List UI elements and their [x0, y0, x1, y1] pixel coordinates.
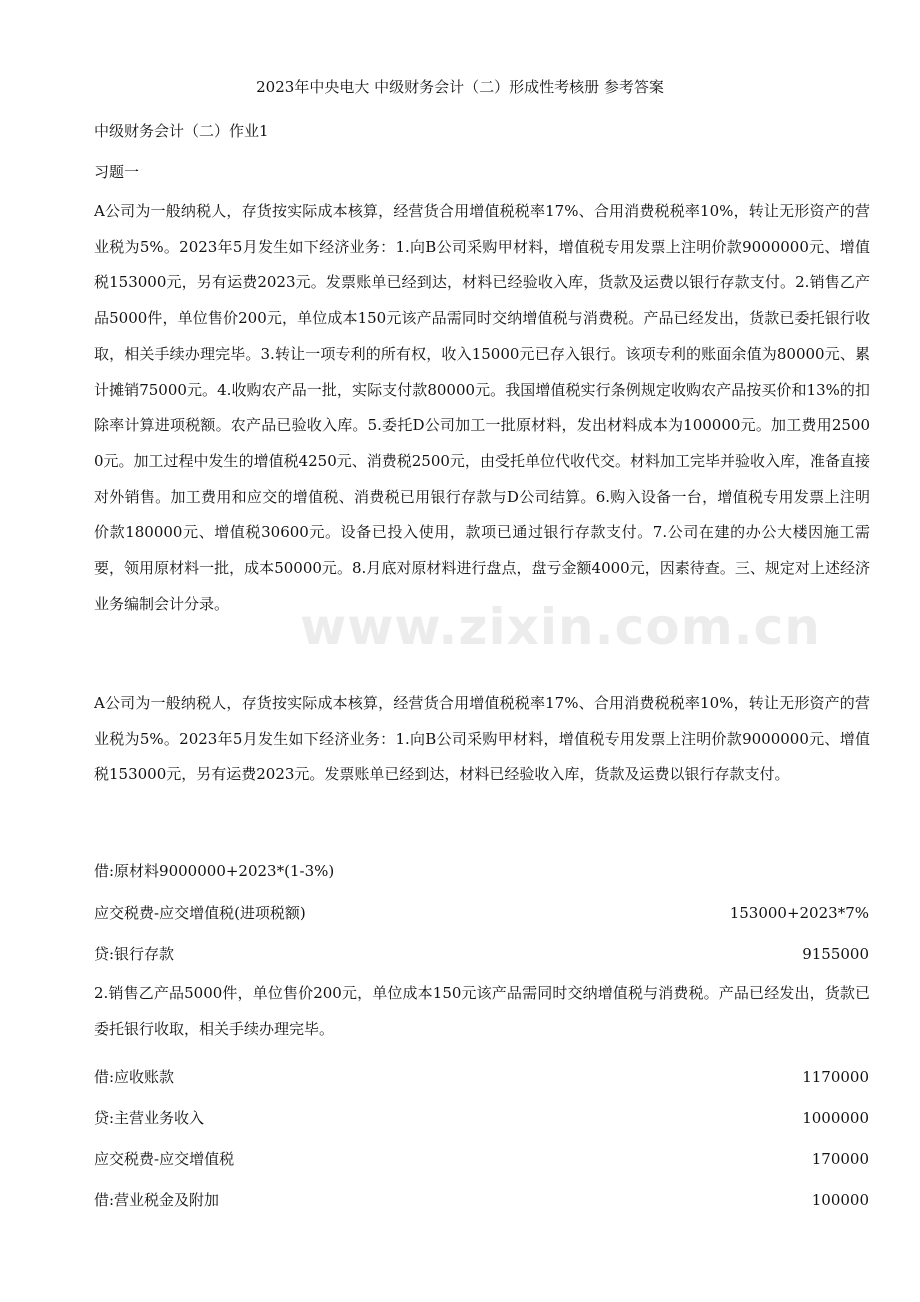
journal-account: 借:原材料9000000+2023*(1-3%): [94, 862, 335, 880]
journal-account: 借:应收账款: [94, 1068, 175, 1086]
journal-account: 应交税费-应交增值税(进项税额): [94, 904, 306, 922]
journal-account: 贷:主营业务收入: [94, 1109, 205, 1127]
journal-amount: 1170000: [802, 1068, 869, 1086]
journal-row: [94, 1148, 869, 1170]
watermark: www.zixin.com.cn: [300, 598, 821, 656]
item-1-text: A公司为一般纳税人，存货按实际成本核算，经营货合用增值税税率17%、合用消费税税率10%，转让无形资产的营业税为5%。2023年5月发生如下经济业务：1.向B公司采购甲材料，增值税专用发票上注明价款9000000元、增值税153000元，另有运费2023元。发票账单已经到达，材料已经验收入库，货款及运费以银行存款支付。: [94, 694, 870, 784]
journal-amount: 1000000: [802, 1109, 869, 1127]
journal-account: 借:营业税金及附加: [94, 1191, 220, 1209]
journal-row: [94, 902, 869, 924]
problem-statement: A公司为一般纳税人，存货按实际成本核算，经营货合用增值税税率17%、合用消费税税率10%，转让无形资产的营业税为5%。2023年5月发生如下经济业务：1.向B公司采购甲材料，增值税专用发票上注明价款9000000元、增值税153000元，另有运费2023元。发票账单已经到达，材料已经验收入库，货款及运费以银行存款支付。2.销售乙产品5000件，单位售价200元，单位成本150元该产品需同时交纳增值税与消费税。产品已经发出，货款已委托银行收取，相关手续办理完毕。3.转让一项专利的所有权，收入15000元已存入银行。该项专利的账面余值为80000元、累计摊销75000元。4.收购农产品一批，实际支付款80000元。我国增值税实行条例规定收购农产品按买价和13%的扣除率计算进项税额。农产品已验收入库。5.委托D公司加工一批原材料，发出材料成本为100000元。加工费用25000元。加工过程中发生的增值税4250元、消费税2500元，由受托单位代收代交。材料加工完毕并验收入库，准备直接对外销售。加工费用和应交的增值税、消费税已用银行存款与D公司结算。6.购入设备一台，增值税专用发票上注明价款180000元、增值税30600元。设备已投入使用，款项已通过银行存款支付。7.公司在建的办公大楼因施工需要，领用原材料一批，成本50000元。8.月底对原材料进行盘点，盘亏金额4000元，因素待查。三、规定对上述经济业务编制会计分录。: [94, 202, 870, 613]
journal-amount: 170000: [811, 1150, 869, 1168]
document-title: 2023年中央电大 中级财务会计（二）形成性考核册 参考答案: [256, 78, 664, 96]
journal-account: 贷:银行存款: [94, 945, 175, 963]
exercise-heading: 习题一: [94, 163, 140, 181]
journal-amount: 153000+2023*7%: [729, 904, 869, 922]
journal-account: 应交税费-应交增值税: [94, 1150, 235, 1168]
section-heading: 中级财务会计（二）作业1: [94, 122, 269, 140]
item-2-text: 2.销售乙产品5000件，单位售价200元，单位成本150元该产品需同时交纳增值税与消费税。产品已经发出，货款已委托银行收取，相关手续办理完毕。: [94, 984, 870, 1038]
journal-row: [94, 1066, 869, 1088]
journal-row: [94, 860, 869, 882]
journal-row: [94, 1107, 869, 1129]
journal-row: [94, 943, 869, 965]
journal-amount: 100000: [811, 1191, 869, 1209]
journal-row: [94, 1189, 869, 1211]
journal-amount: 9155000: [802, 945, 869, 963]
